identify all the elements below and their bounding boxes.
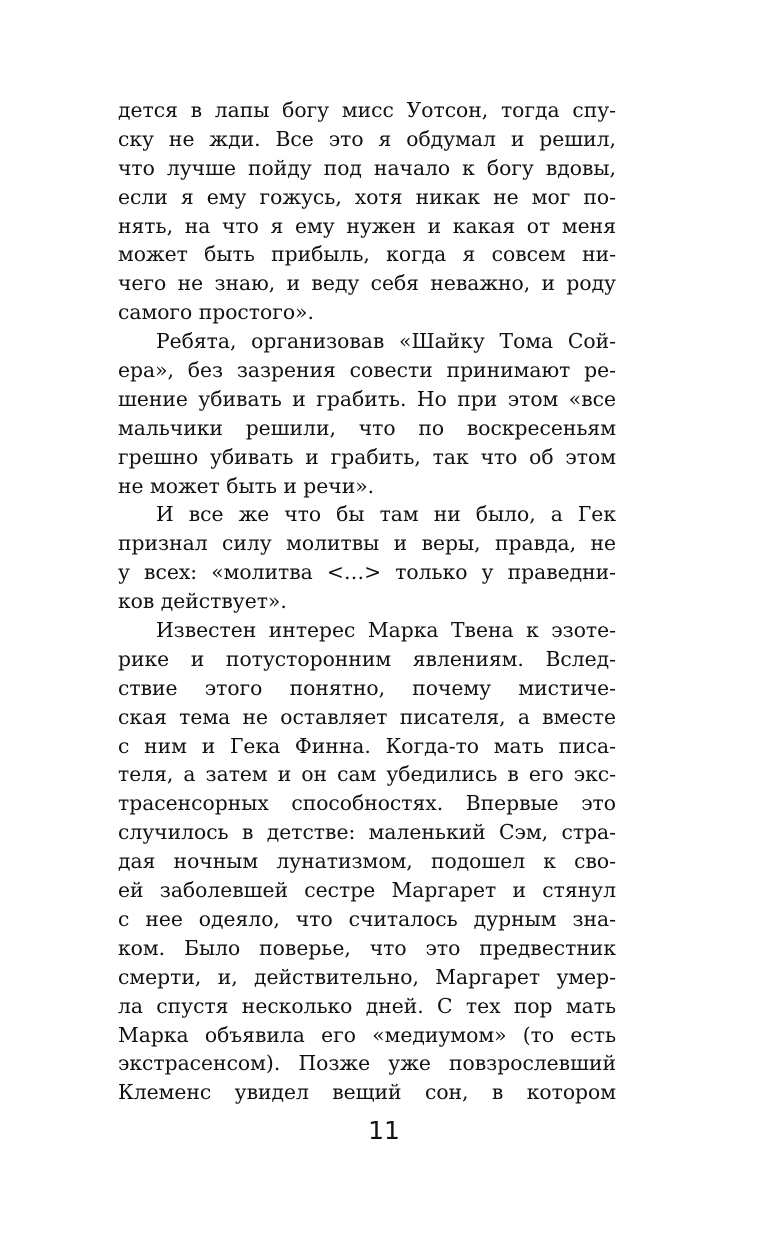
text-line: ера», без зазрения совести принимают ре- [118,358,616,383]
text-line: мальчики решили, что по воскресеньям [118,415,616,440]
text-line: ствие этого понятно, почему мистиче- [118,675,616,700]
text-line: не может быть и речи». [118,473,375,498]
text-line: грешно убивать и грабить, так что об этом [118,444,616,469]
text-line: Известен интерес Марка Твена к эзоте- [156,618,616,643]
paragraph [118,500,616,616]
text-line: Клеменс увидел вещий сон, в котором [118,1080,616,1105]
text-line: ков действует». [118,589,287,614]
text-line: ску не жди. Все это я обдумал и решил, [118,126,616,151]
paragraph [118,96,616,327]
text-line: шение убивать и грабить. Но при этом «все [118,386,616,411]
text-line: что лучше пойду под начало к богу вдовы, [118,155,616,180]
paragraph [118,327,616,500]
text-line: ла спустя несколько дней. С тех пор мать [118,993,616,1018]
text-line: Марка объявила его «медиумом» (то есть [118,1022,616,1047]
text-line: у всех: «молитва <…> только у праведни- [118,560,616,585]
text-line: экстрасенсом). Позже уже повзрослевший [118,1051,616,1076]
text-line: теля, а затем и он сам убедились в его экс- [118,762,616,787]
page-body [118,96,616,1107]
text-line: если я ему гожусь, хотя никак не мог по- [118,184,616,209]
text-line: признал силу молитвы и веры, правда, не [118,531,616,556]
text-line: с нее одеяло, что считалось дурным зна- [118,906,616,931]
text-line: ская тема не оставляет писателя, а вместе [118,704,616,729]
text-line: Ребята, организовав «Шайку Тома Сой- [156,329,616,354]
page-number: 11 [368,1116,400,1145]
text-line: самого простого». [118,300,314,325]
text-line: ей заболевшей сестре Маргарет и стянул [118,878,616,903]
text-line: ком. Было поверье, что это предвестник [118,935,616,960]
text-line: смерти, и, действительно, Маргарет умер- [118,964,616,989]
text-line: с ним и Гека Финна. Когда-то мать писа- [118,733,616,758]
text-line: случилось в детстве: маленький Сэм, стра- [118,820,616,845]
text-line: чего не знаю, и веду себя неважно, и роду [118,271,616,296]
text-line: нять, на что я ему нужен и какая от меня [118,213,616,238]
text-line: трасенсорных способностях. Впервые это [118,791,616,816]
text-line: дется в лапы богу мисс Уотсон, тогда спу- [118,98,616,122]
text-line: дая ночным лунатизмом, подошел к сво- [118,849,616,874]
paragraph [118,616,616,1107]
text-line: может быть прибыль, когда я совсем ни- [118,242,616,267]
text-line: И все же что бы там ни было, а Гек [156,502,616,527]
text-line: рике и потусторонним явлениям. Вслед- [118,646,616,671]
